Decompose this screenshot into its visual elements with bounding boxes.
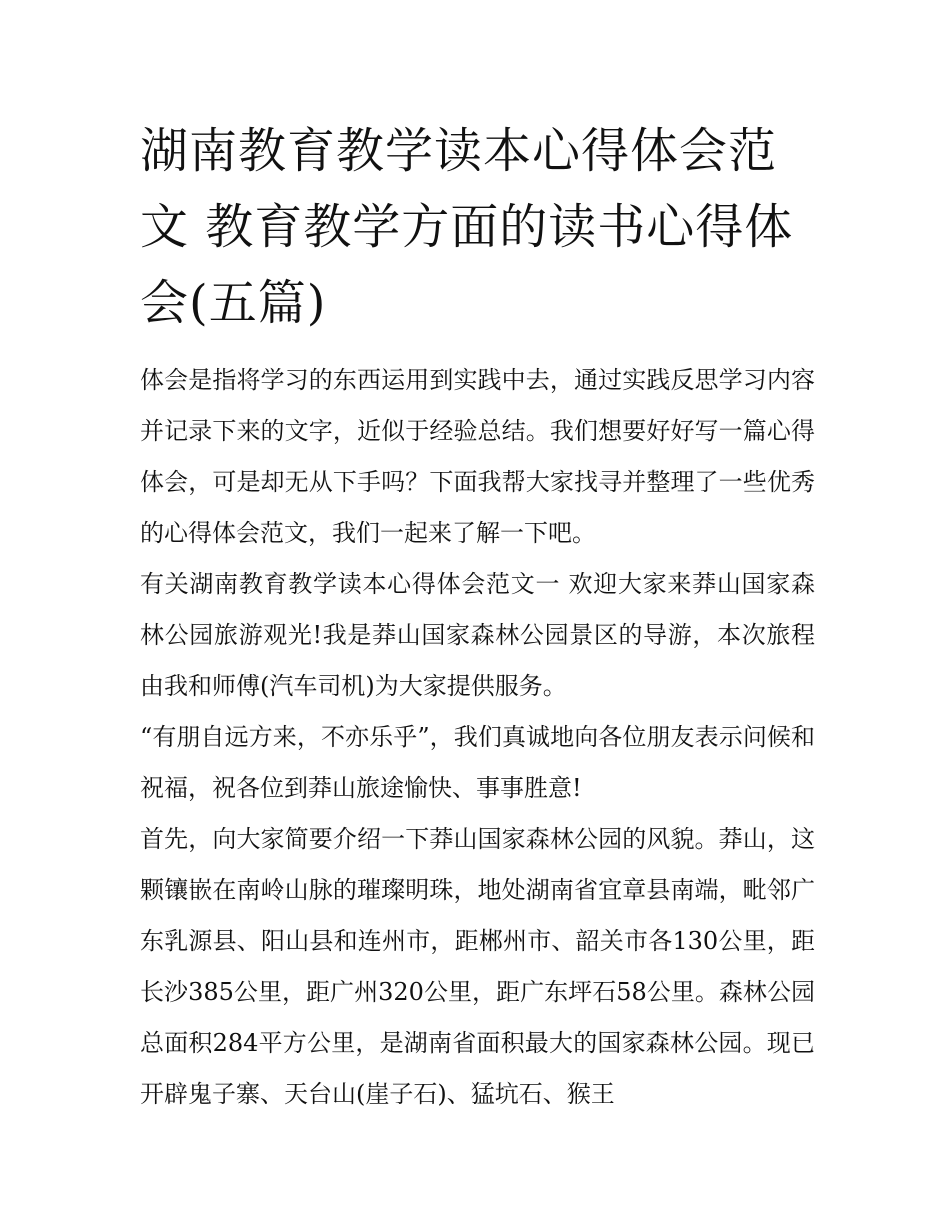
document-page <box>140 113 815 1120</box>
document-title: 湖南教育教学读本心得体会范文 教育教学方面的读书心得体会(五篇) <box>140 123 794 331</box>
paragraph-essay-one: 有关湖南教育教学读本心得体会范文一 欢迎大家来莽山国家森林公园旅游观光!我是莽山国家森林公园景区的导游，本次旅程由我和师傅(汽车司机)为大家提供服务。 <box>140 570 815 700</box>
paragraph-intro: 体会是指将学习的东西运用到实践中去，通过实践反思学习内容并记录下来的文字，近似于经验总结。我们想要好好写一篇心得体会，可是却无从下手吗？下面我帮大家找寻并整理了一些优秀的心得体会范文，我们一起来了解一下吧。 <box>140 366 815 547</box>
paragraph-greeting: “有朋自远方来，不亦乐乎”，我们真诚地向各位朋友表示问候和祝福，祝各位到莽山旅途愉快、事事胜意! <box>140 723 815 802</box>
paragraph-overview: 首先，向大家简要介绍一下莽山国家森林公园的风貌。莽山，这颗镶嵌在南岭山脉的璀璨明珠，地处湖南省宜章县南端，毗邻广东乳源县、阳山县和连州市，距郴州市、韶关市各130公里，距长沙385公里，距广州320公里，距广东坪石58公里。森林公园总面积284平方公里，是湖南省面积最大的国家森林公园。现已开辟鬼子寨、天台山(崖子石)、猛坑石、猴王 <box>140 825 815 1108</box>
